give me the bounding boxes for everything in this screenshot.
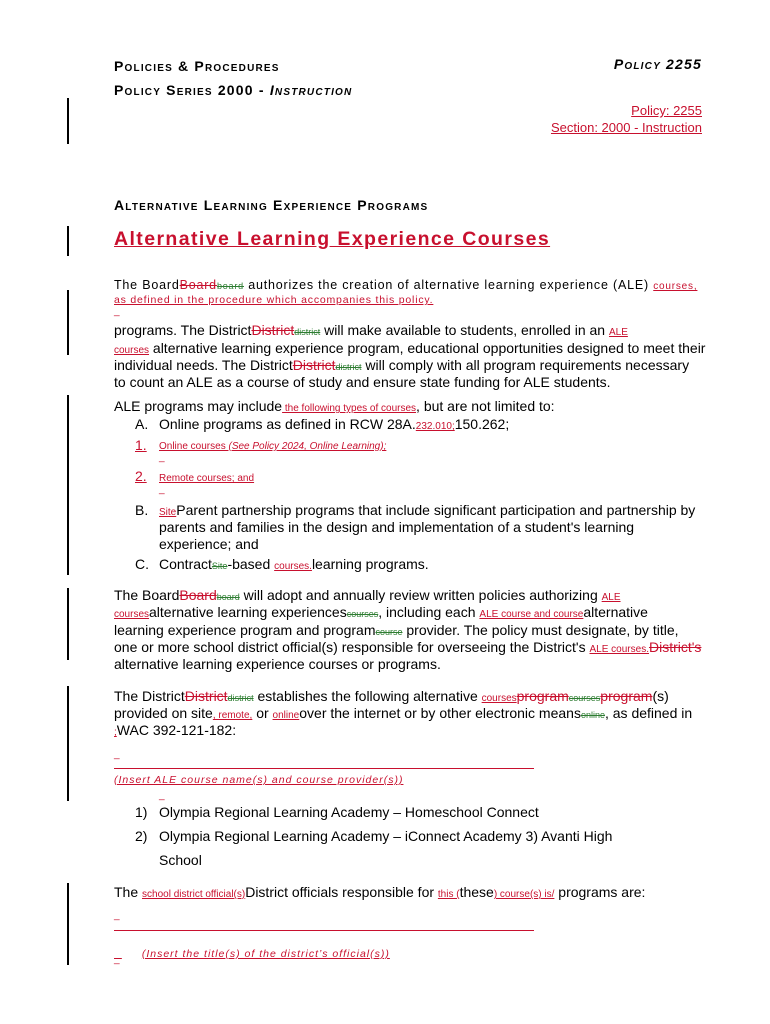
provider-2-cont: School	[159, 852, 202, 868]
change-bar	[67, 588, 69, 660]
insert-mark: _	[114, 910, 120, 921]
list-item-2-num: 2.	[135, 468, 147, 484]
policy-ref: Policy: 2255	[631, 103, 702, 118]
list-item-b-text: SiteParent partnership programs that include significant participation and partnership by	[159, 502, 696, 518]
list-item-1-text: Online courses (See Policy 2024, Online Learning);	[159, 441, 387, 452]
insert-mark: _	[114, 749, 120, 760]
para3-line2: coursesalternative learning experiencescourses, including each ALE course and coursealternative	[114, 604, 648, 620]
list-item-b-line3: experience; and	[159, 536, 259, 552]
para1-inserted-line: as defined in the procedure which accompanies this policy.	[114, 294, 434, 306]
list-item-a-text: Online programs as defined in RCW 28A.232.010;150.262;	[159, 416, 510, 432]
change-bar	[67, 290, 69, 355]
para4-line3: ;WAC 392-121-182:	[114, 722, 237, 738]
fill-in-line	[114, 930, 534, 931]
provider-2-num: 2)	[135, 828, 148, 844]
para4-line2: provided on site, remote, or onlineover the internet or by other electronic meansonline, as defined in	[114, 705, 693, 721]
para2-line2: courses alternative learning experience program, educational opportunities designed to meet their	[114, 340, 706, 356]
header-left-line1: Policies & Procedures	[114, 58, 280, 74]
para2-line4: to count an ALE as a course of study and ensure state funding for ALE students.	[114, 374, 611, 390]
list-item-b: B.	[135, 502, 149, 518]
list-intro: ALE programs may include the following types of courses, but are not limited to:	[114, 398, 555, 414]
para1-line1: The BoardBoardboard authorizes the creation of alternative learning experience (ALE) courses,	[114, 278, 698, 292]
change-bar	[67, 686, 69, 801]
section-ref: Section: 2000 - Instruction	[550, 120, 702, 135]
insert-mark: _	[159, 484, 165, 495]
change-bar	[67, 226, 69, 256]
change-bar	[67, 395, 69, 575]
new-title: Alternative Learning Experience Courses	[114, 228, 551, 250]
para3-line1: The BoardBoardboard will adopt and annually review written policies authorizing ALE	[114, 587, 621, 603]
provider-1-num: 1)	[135, 804, 148, 820]
header-right: Policy 2255	[613, 56, 702, 72]
blank1-caption: (Insert ALE course name(s) and course provider(s))	[114, 774, 404, 786]
policy-series-label: Policy Series 2000 -	[114, 82, 270, 98]
insert-mark: _	[114, 954, 120, 965]
para2-line3: individual needs. The DistrictDistrictdistrict will comply with all program requirements necessary	[114, 357, 690, 373]
para3-line4: one or more school district official(s) responsible for overseeing the District's ALE courses.District's	[114, 639, 702, 655]
list-item-b-line2: parents and families in the design and implementation of a student's learning	[159, 519, 635, 535]
list-item-2-text: Remote courses; and	[159, 473, 255, 484]
insert-mark: _	[159, 790, 165, 801]
list-item-c-text: ContractSite-based courses.learning programs.	[159, 556, 429, 572]
old-title: Alternative Learning Experience Programs	[114, 197, 429, 213]
blank2-caption: (Insert the title(s) of the district’s official(s))	[141, 948, 390, 960]
change-bar	[67, 98, 69, 144]
list-item-1-num: 1.	[135, 437, 147, 453]
provider-2-text: Olympia Regional Learning Academy – iConnect Academy 3) Avanti High	[159, 828, 613, 844]
provider-1-text: Olympia Regional Learning Academy – Homeschool Connect	[159, 804, 539, 820]
list-item-a: A.	[135, 416, 149, 432]
list-item-c: C.	[135, 556, 149, 572]
para3-line5: alternative learning experience courses or programs.	[114, 656, 441, 672]
para4-line1: The DistrictDistrictdistrict establishes the following alternative coursesprogramcoursesprogram(s)	[114, 688, 669, 704]
para3-line3: learning experience program and programcourse provider. The policy must designate, by title,	[114, 622, 679, 638]
header-left-line2	[114, 82, 352, 98]
officials-line: The school district official(s)District officials responsible for this (these) course(s) is/ programs are:	[114, 884, 646, 900]
change-bar	[67, 883, 69, 965]
insert-mark: _	[114, 306, 120, 317]
insert-mark: _	[159, 452, 165, 463]
para2-line1: programs. The DistrictDistrictdistrict will make available to students, enrolled in an ALE	[114, 322, 628, 338]
policy-series-subject: Instruction	[269, 82, 353, 98]
fill-in-line	[114, 768, 534, 769]
